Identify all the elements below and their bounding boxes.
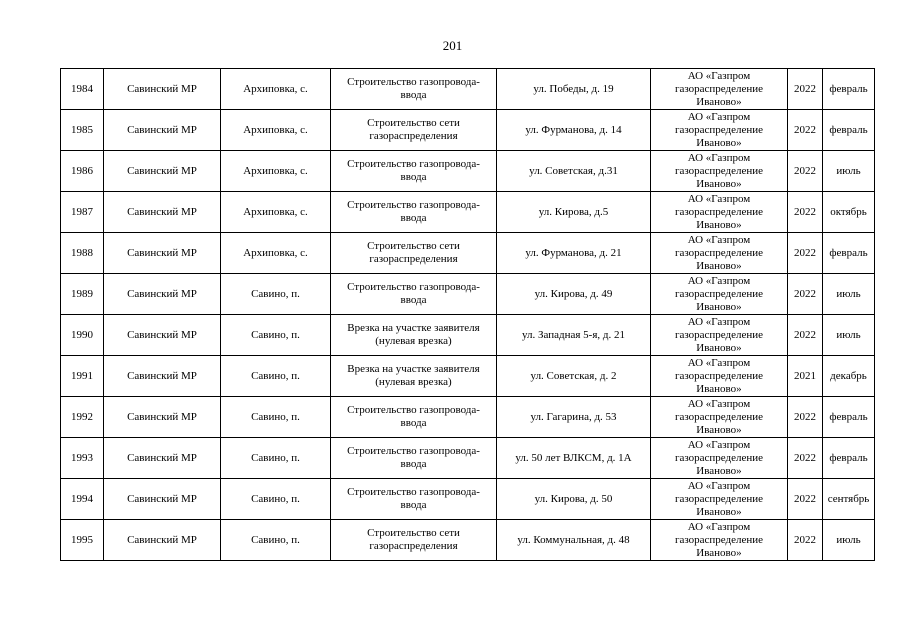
work-type-cell-line: Строительство газопровода-	[347, 404, 480, 416]
locality-cell: Архиповка, с.	[221, 151, 331, 192]
table-row	[61, 315, 875, 356]
table-row	[61, 274, 875, 315]
work-type-cell-line: Строительство сети	[367, 240, 460, 252]
locality-cell: Архиповка, с.	[221, 192, 331, 233]
organization-cell-line: АО «Газпром	[687, 438, 751, 451]
year-cell: 2022	[788, 151, 823, 192]
work-type-cell-line: ввода	[400, 212, 427, 224]
row-number-cell: 1990	[61, 315, 104, 356]
work-type-cell-line: Строительство сети	[367, 117, 460, 129]
work-type-cell-line: Строительство газопровода-	[347, 445, 480, 457]
month-cell: октябрь	[823, 192, 875, 233]
table-row	[61, 151, 875, 192]
month-cell: декабрь	[823, 356, 875, 397]
address-cell: ул. Победы, д. 19	[497, 69, 651, 110]
district-cell: Савинский МР	[104, 110, 221, 151]
row-number-cell: 1994	[61, 479, 104, 520]
work-type-cell	[331, 274, 497, 315]
organization-cell-line: газораспределение	[674, 410, 764, 423]
organization-cell-line: газораспределение	[674, 287, 764, 300]
table-row	[61, 479, 875, 520]
table-row	[61, 356, 875, 397]
month-cell: февраль	[823, 233, 875, 274]
district-cell: Савинский МР	[104, 479, 221, 520]
year-cell: 2022	[788, 110, 823, 151]
work-type-cell-line: (нулевая врезка)	[375, 335, 452, 347]
work-type-cell	[331, 110, 497, 151]
organization-cell-line: АО «Газпром	[687, 151, 751, 164]
work-type-cell-line: Строительство газопровода-	[347, 199, 480, 211]
organization-cell	[651, 233, 788, 274]
organization-cell-line: Иваново»	[696, 423, 742, 436]
organization-cell-line: АО «Газпром	[687, 520, 751, 533]
organization-cell-line: Иваново»	[696, 341, 742, 354]
work-type-cell-line: Строительство газопровода-	[347, 486, 480, 498]
address-cell: ул. Кирова, д.5	[497, 192, 651, 233]
organization-cell	[651, 110, 788, 151]
locality-cell: Савино, п.	[221, 356, 331, 397]
work-type-cell	[331, 192, 497, 233]
organization-cell-line: Иваново»	[696, 259, 742, 272]
district-cell: Савинский МР	[104, 151, 221, 192]
organization-cell-line: Иваново»	[696, 95, 742, 108]
organization-cell-line: АО «Газпром	[687, 397, 751, 410]
work-type-cell	[331, 315, 497, 356]
locality-cell: Савино, п.	[221, 438, 331, 479]
month-cell: февраль	[823, 69, 875, 110]
address-cell: ул. Гагарина, д. 53	[497, 397, 651, 438]
organization-cell-line: газораспределение	[674, 82, 764, 95]
year-cell: 2022	[788, 520, 823, 561]
district-cell: Савинский МР	[104, 192, 221, 233]
work-type-cell	[331, 233, 497, 274]
month-cell: февраль	[823, 397, 875, 438]
organization-cell-line: АО «Газпром	[687, 274, 751, 287]
locality-cell: Архиповка, с.	[221, 69, 331, 110]
year-cell: 2021	[788, 356, 823, 397]
year-cell: 2022	[788, 274, 823, 315]
locality-cell: Савино, п.	[221, 479, 331, 520]
table-row	[61, 233, 875, 274]
work-type-cell-line: Строительство газопровода-	[347, 281, 480, 293]
organization-cell-line: АО «Газпром	[687, 356, 751, 369]
work-type-cell	[331, 356, 497, 397]
year-cell: 2022	[788, 397, 823, 438]
month-cell: июль	[823, 151, 875, 192]
table-row	[61, 520, 875, 561]
table-row	[61, 110, 875, 151]
month-cell: февраль	[823, 438, 875, 479]
page-number: 201	[442, 38, 463, 53]
work-type-cell	[331, 438, 497, 479]
work-type-cell-line: ввода	[400, 458, 427, 470]
organization-cell-line: АО «Газпром	[687, 69, 751, 82]
locality-cell: Савино, п.	[221, 315, 331, 356]
organization-cell-line: Иваново»	[696, 177, 742, 190]
month-cell: сентябрь	[823, 479, 875, 520]
organization-cell	[651, 192, 788, 233]
row-number-cell: 1995	[61, 520, 104, 561]
organization-cell-line: газораспределение	[674, 533, 764, 546]
address-cell: ул. Кирова, д. 49	[497, 274, 651, 315]
district-cell: Савинский МР	[104, 274, 221, 315]
organization-cell-line: АО «Газпром	[687, 479, 751, 492]
organization-cell-line: газораспределение	[674, 328, 764, 341]
work-type-cell-line: Врезка на участке заявителя	[347, 363, 480, 375]
organization-cell	[651, 356, 788, 397]
locality-cell: Архиповка, с.	[221, 233, 331, 274]
row-number-cell: 1993	[61, 438, 104, 479]
month-cell: июль	[823, 274, 875, 315]
work-type-cell-line: Строительство сети	[367, 527, 460, 539]
organization-cell-line: Иваново»	[696, 505, 742, 518]
organization-cell-line: АО «Газпром	[687, 315, 751, 328]
work-type-cell	[331, 69, 497, 110]
row-number-cell: 1985	[61, 110, 104, 151]
organization-cell-line: газораспределение	[674, 451, 764, 464]
year-cell: 2022	[788, 192, 823, 233]
address-cell: ул. Западная 5-я, д. 21	[497, 315, 651, 356]
organization-cell-line: АО «Газпром	[687, 233, 751, 246]
work-type-cell-line: газораспределения	[369, 253, 458, 265]
row-number-cell: 1987	[61, 192, 104, 233]
organization-cell	[651, 315, 788, 356]
locality-cell: Савино, п.	[221, 520, 331, 561]
organization-cell-line: Иваново»	[696, 300, 742, 313]
work-type-cell-line: ввода	[400, 417, 427, 429]
table-row	[61, 69, 875, 110]
year-cell: 2022	[788, 438, 823, 479]
table-row	[61, 192, 875, 233]
row-number-cell: 1992	[61, 397, 104, 438]
work-type-cell	[331, 151, 497, 192]
organization-cell-line: газораспределение	[674, 205, 764, 218]
address-cell: ул. Коммунальная, д. 48	[497, 520, 651, 561]
organization-cell-line: Иваново»	[696, 464, 742, 477]
work-type-cell	[331, 520, 497, 561]
work-type-cell-line: газораспределения	[369, 540, 458, 552]
organization-cell	[651, 274, 788, 315]
organization-cell-line: газораспределение	[674, 123, 764, 136]
organization-cell	[651, 397, 788, 438]
organization-cell	[651, 479, 788, 520]
organization-cell-line: Иваново»	[696, 136, 742, 149]
district-cell: Савинский МР	[104, 356, 221, 397]
district-cell: Савинский МР	[104, 233, 221, 274]
district-cell: Савинский МР	[104, 397, 221, 438]
row-number-cell: 1989	[61, 274, 104, 315]
work-type-cell-line: Врезка на участке заявителя	[347, 322, 480, 334]
work-type-cell-line: ввода	[400, 89, 427, 101]
organization-cell-line: Иваново»	[696, 218, 742, 231]
work-type-cell-line: газораспределения	[369, 130, 458, 142]
month-cell: июль	[823, 520, 875, 561]
row-number-cell: 1988	[61, 233, 104, 274]
address-cell: ул. Фурманова, д. 14	[497, 110, 651, 151]
year-cell: 2022	[788, 315, 823, 356]
work-type-cell-line: ввода	[400, 294, 427, 306]
organization-cell	[651, 520, 788, 561]
work-type-cell-line: Строительство газопровода-	[347, 158, 480, 170]
year-cell: 2022	[788, 479, 823, 520]
district-cell: Савинский МР	[104, 520, 221, 561]
address-cell: ул. 50 лет ВЛКСМ, д. 1А	[497, 438, 651, 479]
organization-cell-line: Иваново»	[696, 546, 742, 559]
table-row	[61, 438, 875, 479]
district-cell: Савинский МР	[104, 69, 221, 110]
district-cell: Савинский МР	[104, 438, 221, 479]
month-cell: июль	[823, 315, 875, 356]
address-cell: ул. Советская, д.31	[497, 151, 651, 192]
address-cell: ул. Кирова, д. 50	[497, 479, 651, 520]
organization-cell-line: Иваново»	[696, 382, 742, 395]
table-row	[61, 397, 875, 438]
work-type-cell	[331, 397, 497, 438]
organization-cell-line: газораспределение	[674, 164, 764, 177]
locality-cell: Савино, п.	[221, 274, 331, 315]
work-type-cell-line: (нулевая врезка)	[375, 376, 452, 388]
address-cell: ул. Фурманова, д. 21	[497, 233, 651, 274]
work-type-cell	[331, 479, 497, 520]
organization-cell	[651, 69, 788, 110]
month-cell: февраль	[823, 110, 875, 151]
row-number-cell: 1984	[61, 69, 104, 110]
organization-cell-line: газораспределение	[674, 369, 764, 382]
organization-cell	[651, 438, 788, 479]
row-number-cell: 1986	[61, 151, 104, 192]
table-body	[61, 69, 875, 561]
work-type-cell-line: ввода	[400, 171, 427, 183]
organization-cell-line: АО «Газпром	[687, 192, 751, 205]
locality-cell: Савино, п.	[221, 397, 331, 438]
work-type-cell-line: ввода	[400, 499, 427, 511]
year-cell: 2022	[788, 69, 823, 110]
district-cell: Савинский МР	[104, 315, 221, 356]
gasification-table	[60, 68, 875, 561]
locality-cell: Архиповка, с.	[221, 110, 331, 151]
organization-cell-line: АО «Газпром	[687, 110, 751, 123]
organization-cell	[651, 151, 788, 192]
year-cell: 2022	[788, 233, 823, 274]
organization-cell-line: газораспределение	[674, 492, 764, 505]
row-number-cell: 1991	[61, 356, 104, 397]
work-type-cell-line: Строительство газопровода-	[347, 76, 480, 88]
address-cell: ул. Советская, д. 2	[497, 356, 651, 397]
organization-cell-line: газораспределение	[674, 246, 764, 259]
